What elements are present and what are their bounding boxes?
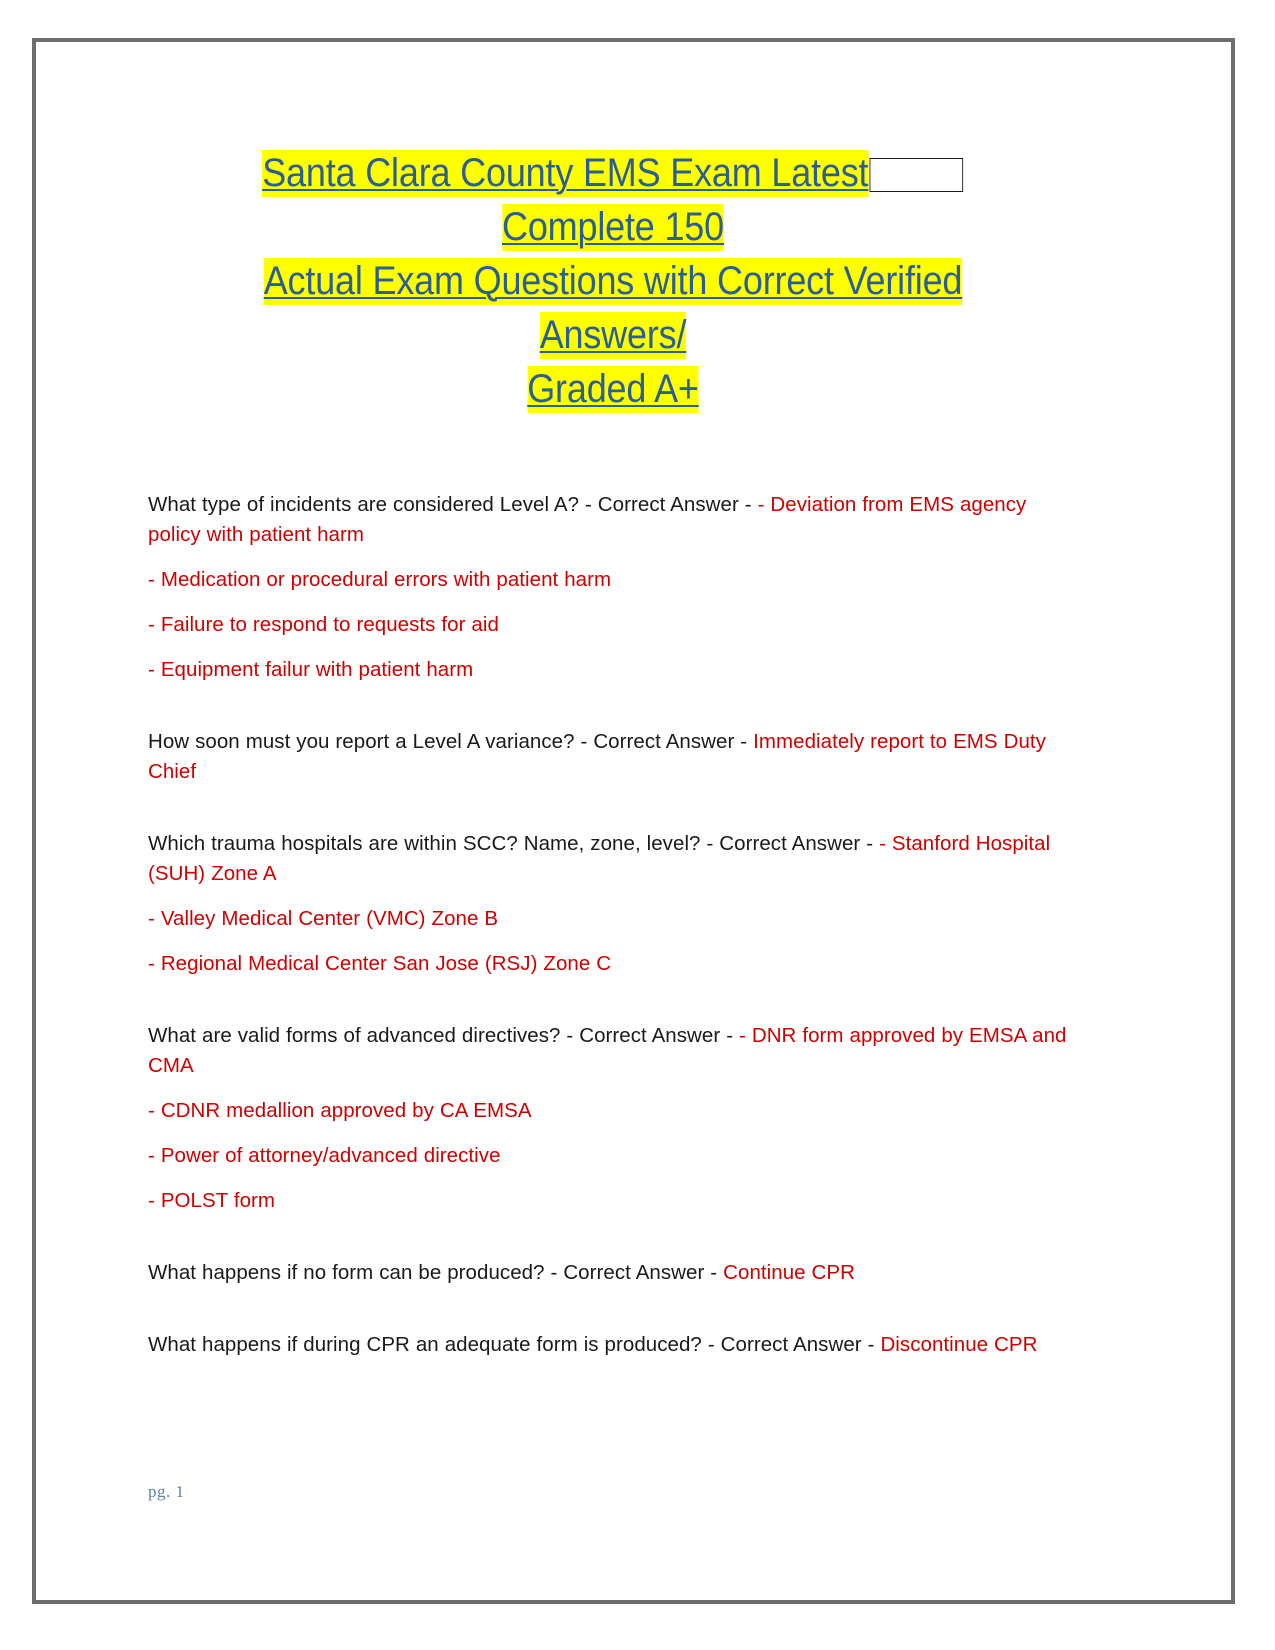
question-text: What happens if no form can be produced? - Correct Answer - — [148, 1261, 724, 1284]
title-line-3: Graded A+ — [527, 367, 699, 411]
question-text: What are valid forms of advanced directives? - Correct Answer - — [148, 1024, 740, 1047]
qa-block — [148, 829, 1078, 979]
qa-block — [148, 1258, 1078, 1288]
page-title — [195, 142, 1032, 416]
qa-block — [148, 490, 1078, 685]
title-line-1-before-field: Santa Clara County EMS Exam Latest — [262, 151, 869, 195]
answer-bullet-line: - Power of attorney/advanced directive — [148, 1144, 501, 1167]
qa-block — [148, 1330, 1078, 1360]
title-line-2: Actual Exam Questions with Correct Verified Answers/ — [263, 259, 963, 357]
qa-list — [148, 490, 1078, 1360]
page-content — [148, 142, 1078, 1402]
answer-bullet-line: - Failure to respond to requests for aid — [148, 613, 499, 636]
answer-bullet-line: - Regional Medical Center San Jose (RSJ) Zone C — [148, 952, 612, 975]
answer-text: Immediately report to EMS Duty Chief — [148, 730, 1046, 783]
qa-question-answer-line — [148, 727, 1078, 787]
answer-bullet-line: - Valley Medical Center (VMC) Zone B — [148, 907, 499, 930]
question-text: What type of incidents are considered Level A? - Correct Answer - — [148, 493, 758, 516]
answer-bullet-line: - POLST form — [148, 1189, 276, 1212]
document-page — [32, 38, 1235, 1604]
question-text: Which trauma hospitals are within SCC? Name, zone, level? - Correct Answer - — [148, 832, 880, 855]
answer-text: - DNR form approved by EMSA and CMA — [148, 1024, 1067, 1077]
qa-question-answer-line — [148, 1021, 1078, 1081]
answer-text: Discontinue CPR — [880, 1333, 1038, 1356]
title-line-1-after-field: Complete 150 — [502, 205, 724, 249]
question-text: What happens if during CPR an adequate form is produced? - Correct Answer - — [148, 1333, 881, 1356]
qa-question-answer-line — [148, 1258, 1078, 1288]
answer-text: Continue CPR — [723, 1261, 855, 1284]
qa-block — [148, 727, 1078, 787]
qa-question-answer-line — [148, 829, 1078, 889]
qa-question-answer-line — [148, 490, 1078, 550]
answer-bullet-line: - CDNR medallion approved by CA EMSA — [148, 1099, 532, 1122]
answer-text: - Deviation from EMS agency policy with patient harm — [148, 493, 1027, 546]
answer-bullet-line: - Equipment failur with patient harm — [148, 658, 474, 681]
answer-text: - Stanford Hospital (SUH) Zone A — [148, 832, 1051, 885]
qa-block — [148, 1021, 1078, 1216]
answer-bullet-line: - Medication or procedural errors with patient harm — [148, 568, 612, 591]
title-blank-form-field[interactable] — [869, 158, 963, 192]
page-number: pg. 1 — [148, 1482, 185, 1501]
qa-question-answer-line — [148, 1330, 1078, 1360]
question-text: How soon must you report a Level A variance? - Correct Answer - — [148, 730, 754, 753]
